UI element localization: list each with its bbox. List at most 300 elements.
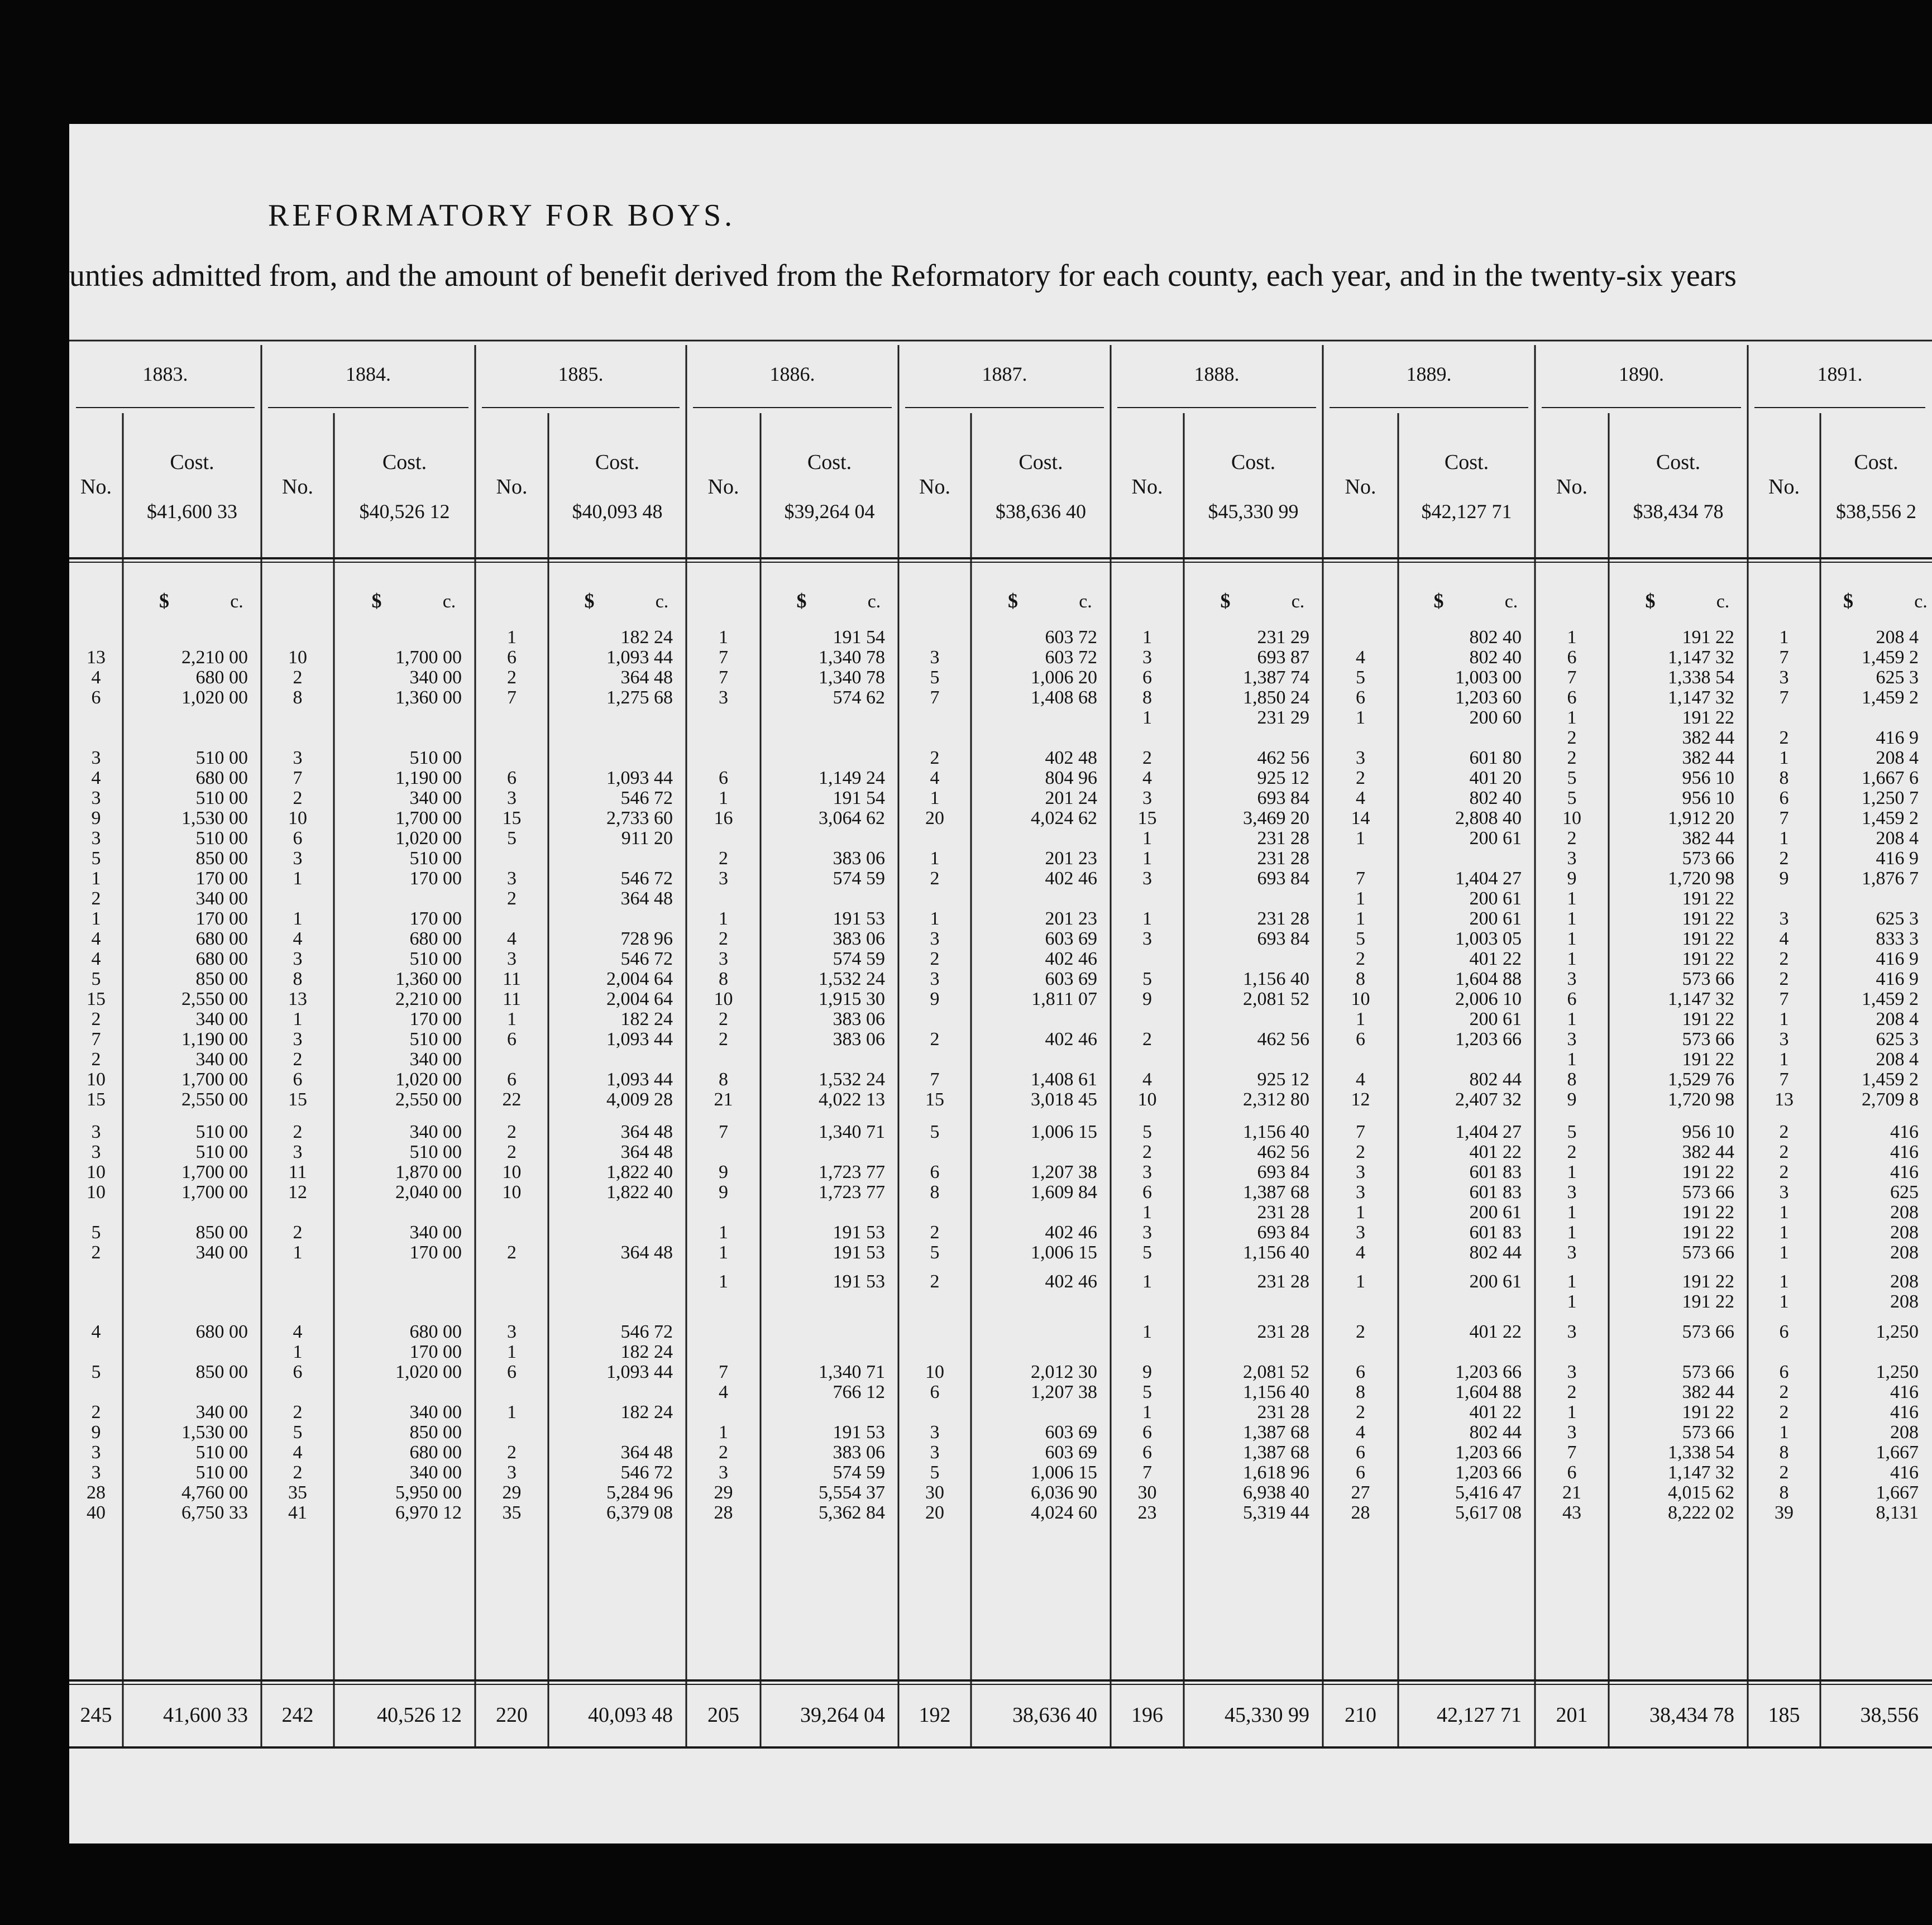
cell-no: 5: [1356, 667, 1365, 688]
cell-cost: 1,003 05: [1455, 928, 1522, 949]
cell-no: 1: [1142, 1202, 1152, 1223]
cell-cost: 462 56: [1257, 1142, 1309, 1162]
cell-no: 3: [1567, 1422, 1577, 1443]
cell-cost: 1,387 68: [1243, 1422, 1309, 1443]
cell-cost: 680 00: [409, 1442, 462, 1463]
cell-no: 10: [288, 808, 307, 829]
cell-cost: 850 00: [195, 969, 248, 989]
cell-no: 29: [502, 1482, 522, 1503]
cell-cost: 191 22: [1682, 1162, 1734, 1182]
cell-no: 2: [719, 928, 728, 949]
cell-no: 2: [1142, 1142, 1152, 1162]
cell-cost: 2,012 30: [1031, 1362, 1097, 1382]
cell-no: 3: [1567, 1321, 1577, 1342]
cell-cost: 191 22: [1682, 1271, 1734, 1292]
cell-no: 2: [507, 1122, 517, 1142]
cents-unit: c.: [442, 591, 456, 612]
cell-cost: 5,554 37: [819, 1482, 885, 1503]
cell-cost: 5,617 08: [1455, 1502, 1522, 1523]
cell-cost: 1,870 00: [395, 1162, 462, 1182]
cell-no: 8: [1356, 1382, 1365, 1402]
cell-no: 4: [293, 1321, 303, 1342]
cell-no: 3: [1779, 1029, 1789, 1050]
cell-cost: 546 72: [620, 949, 673, 969]
cell-cost: 382 44: [1682, 727, 1734, 748]
cell-cost: 2,808 40: [1455, 808, 1522, 829]
cell-cost: 1,720 98: [1668, 868, 1734, 889]
cell-cost: 625 3: [1876, 908, 1919, 929]
cell-no: 3: [1567, 1242, 1577, 1263]
cell-cost: 546 72: [620, 1321, 673, 1342]
cell-cost: 364 48: [620, 1242, 673, 1263]
cell-no: 6: [719, 768, 728, 788]
cell-cost: 1,275 68: [606, 687, 673, 708]
cell-no: 13: [87, 647, 106, 668]
cell-cost: 574 59: [833, 1462, 885, 1483]
cell-no: 4: [1356, 1242, 1365, 1263]
cell-no: 2: [930, 868, 940, 889]
cell-no: 2: [1356, 768, 1365, 788]
cell-no: 9: [1142, 1362, 1152, 1382]
cell-cost: 1,203 66: [1455, 1462, 1522, 1483]
cell-cost: 1,338 54: [1668, 667, 1734, 688]
cell-cost: 1,915 30: [819, 989, 885, 1009]
cell-cost: 4,024 60: [1031, 1502, 1097, 1523]
cell-cost: 573 66: [1682, 1182, 1734, 1203]
cell-cost: 364 48: [620, 888, 673, 909]
cell-no: 15: [288, 1089, 307, 1110]
cell-no: 2: [507, 1242, 517, 1263]
cell-no: 1: [1356, 1271, 1365, 1292]
no-heading: No.: [1345, 475, 1376, 499]
document-page: [69, 124, 1932, 1843]
cell-no: 2: [507, 888, 517, 909]
cell-cost: 402 46: [1045, 949, 1097, 969]
cell-cost: 1,147 32: [1668, 687, 1734, 708]
cell-no: 8: [1142, 687, 1152, 708]
cell-cost: 1,203 60: [1455, 687, 1522, 708]
cell-no: 1: [1567, 949, 1577, 969]
page-subtitle: unties admitted from, and the amount of benefit derived from the Reformatory for each county, each year, and in the twenty-six years: [69, 258, 1737, 293]
cell-cost: 182 24: [620, 1342, 673, 1362]
cell-no: 7: [91, 1029, 101, 1050]
cell-cost: 201 23: [1045, 908, 1097, 929]
total-cost: 38,556: [1860, 1703, 1919, 1727]
cell-no: 7: [719, 1122, 728, 1142]
cell-no: 9: [930, 989, 940, 1009]
cell-cost: 208 4: [1876, 748, 1919, 768]
cell-no: 6: [1779, 1321, 1789, 1342]
cell-no: 1: [1567, 1271, 1577, 1292]
cell-cost: 510 00: [409, 949, 462, 969]
cell-no: 2: [507, 1142, 517, 1162]
cell-no: 1: [719, 1242, 728, 1263]
cell-cost: 231 29: [1257, 627, 1309, 648]
cell-cost: 1,190 00: [181, 1029, 248, 1050]
cell-cost: 850 00: [195, 1362, 248, 1382]
cell-cost: 1,700 00: [181, 1162, 248, 1182]
cell-no: 3: [507, 1321, 517, 1342]
cell-no: 1: [1142, 1402, 1152, 1423]
total-cost: 41,600 33: [163, 1703, 248, 1727]
cell-no: 11: [503, 989, 521, 1009]
year-heading: 1891.: [1817, 363, 1863, 385]
cell-cost: 728 96: [620, 928, 673, 949]
cell-cost: 1,203 66: [1455, 1029, 1522, 1050]
cell-cost: 2,081 52: [1243, 989, 1309, 1009]
cell-cost: 574 59: [833, 868, 885, 889]
cell-cost: 416: [1890, 1402, 1919, 1423]
cell-no: 3: [1779, 1182, 1789, 1203]
cell-no: 6: [1356, 1462, 1365, 1483]
cell-cost: 1,408 68: [1031, 687, 1097, 708]
cell-no: 3: [930, 1442, 940, 1463]
no-heading: No.: [80, 475, 112, 499]
cell-no: 11: [288, 1162, 307, 1182]
cell-no: 3: [1142, 647, 1152, 668]
cell-cost: 6,036 90: [1031, 1482, 1097, 1503]
cell-no: 15: [87, 1089, 106, 1110]
cell-cost: 1,459 2: [1862, 808, 1919, 829]
cell-no: 7: [719, 647, 728, 668]
cell-no: 3: [91, 1142, 101, 1162]
dollar-unit: $: [584, 590, 595, 612]
cell-cost: 1,340 78: [819, 647, 885, 668]
cell-no: 1: [1142, 828, 1152, 849]
cell-cost: 6,938 40: [1243, 1482, 1309, 1503]
cell-no: 35: [502, 1502, 522, 1523]
cell-cost: 1,006 15: [1031, 1462, 1097, 1483]
cell-cost: 2,004 64: [606, 969, 673, 989]
cell-no: 1: [1567, 888, 1577, 909]
cell-no: 1: [1567, 707, 1577, 728]
cell-no: 10: [1137, 1089, 1157, 1110]
dollar-unit: $: [159, 590, 169, 612]
cell-no: 2: [293, 1402, 303, 1423]
cell-cost: 802 40: [1469, 627, 1522, 648]
cell-cost: 1,020 00: [395, 1362, 462, 1382]
cell-cost: 208: [1890, 1222, 1919, 1243]
cell-no: 3: [1567, 969, 1577, 989]
cell-no: 1: [293, 908, 303, 929]
cell-cost: 802 44: [1469, 1422, 1522, 1443]
cell-no: 1: [293, 868, 303, 889]
cell-no: 6: [930, 1382, 940, 1402]
cell-no: 1: [1567, 1162, 1577, 1182]
cell-cost: 693 84: [1257, 928, 1309, 949]
cost-total-heading: $45,330 99: [1208, 500, 1299, 523]
cell-no: 4: [1142, 1069, 1152, 1090]
cell-cost: 1,003 00: [1455, 667, 1522, 688]
cell-cost: 201 24: [1045, 788, 1097, 808]
cell-no: 4: [91, 1321, 101, 1342]
cell-cost: 191 53: [833, 908, 885, 929]
cell-no: 2: [1567, 828, 1577, 849]
cell-cost: 1,250: [1876, 1362, 1919, 1382]
cell-cost: 510 00: [195, 1142, 248, 1162]
cell-cost: 191 22: [1682, 908, 1734, 929]
cell-no: 1: [719, 908, 728, 929]
no-heading: No.: [707, 475, 739, 499]
cell-cost: 383 06: [833, 848, 885, 869]
cell-cost: 510 00: [195, 1462, 248, 1483]
year-heading: 1888.: [1194, 363, 1240, 385]
cell-cost: 402 46: [1045, 1222, 1097, 1243]
cell-cost: 191 22: [1682, 949, 1734, 969]
cell-cost: 802 44: [1469, 1242, 1522, 1263]
cell-no: 1: [1779, 627, 1789, 648]
cell-cost: 1,156 40: [1243, 969, 1309, 989]
cell-no: 3: [293, 748, 303, 768]
cell-cost: 1,459 2: [1862, 1069, 1919, 1090]
cell-cost: 401 22: [1469, 949, 1522, 969]
cell-no: 2: [293, 1049, 303, 1070]
cell-cost: 1,700 00: [181, 1182, 248, 1203]
cell-cost: 383 06: [833, 1442, 885, 1463]
cell-cost: 340 00: [195, 1009, 248, 1029]
cell-cost: 5,362 84: [819, 1502, 885, 1523]
ledger-table: [69, 124, 1932, 1843]
cell-cost: 1,207 38: [1031, 1162, 1097, 1182]
cell-no: 2: [719, 848, 728, 869]
cell-cost: 1,912 20: [1668, 808, 1734, 829]
cell-cost: 416: [1890, 1142, 1919, 1162]
cell-cost: 191 53: [833, 1271, 885, 1292]
cell-no: 8: [719, 969, 728, 989]
cell-cost: 1,604 88: [1455, 1382, 1522, 1402]
cell-no: 1: [293, 1342, 303, 1362]
cell-no: 7: [719, 1362, 728, 1382]
cell-no: 15: [1137, 808, 1157, 829]
cell-cost: 1,667: [1876, 1442, 1919, 1463]
cell-no: 4: [1779, 928, 1789, 949]
cell-no: 1: [91, 868, 101, 889]
cell-cost: 680 00: [195, 1321, 248, 1342]
cell-no: 3: [1142, 928, 1152, 949]
cell-cost: 1,667 6: [1862, 768, 1919, 788]
year-heading: 1890.: [1619, 363, 1664, 385]
cell-cost: 191 22: [1682, 888, 1734, 909]
cell-no: 2: [719, 1442, 728, 1463]
cell-cost: 510 00: [195, 1122, 248, 1142]
cell-no: 4: [719, 1382, 728, 1402]
cell-no: 7: [1779, 647, 1789, 668]
cell-no: 3: [1356, 1222, 1365, 1243]
cell-cost: 680 00: [195, 928, 248, 949]
cell-cost: 6,970 12: [395, 1502, 462, 1523]
cell-cost: 231 28: [1257, 908, 1309, 929]
cell-no: 3: [507, 1462, 517, 1483]
cell-cost: 510 00: [409, 848, 462, 869]
cell-no: 1: [1142, 1321, 1152, 1342]
no-heading: No.: [919, 475, 950, 499]
cost-total-heading: $40,093 48: [572, 500, 663, 523]
cell-cost: 510 00: [195, 748, 248, 768]
cell-no: 9: [1567, 868, 1577, 889]
cell-cost: 2,709 8: [1862, 1089, 1919, 1110]
cell-no: 3: [91, 828, 101, 849]
cell-cost: 510 00: [409, 748, 462, 768]
cell-cost: 573 66: [1682, 969, 1734, 989]
cell-no: 12: [288, 1182, 307, 1203]
cell-cost: 5,416 47: [1455, 1482, 1522, 1503]
cell-no: 2: [930, 1029, 940, 1050]
cell-cost: 231 28: [1257, 1402, 1309, 1423]
cell-no: 6: [1142, 667, 1152, 688]
cell-cost: 170 00: [409, 1342, 462, 1362]
cost-total-heading: $39,264 04: [784, 500, 875, 523]
cell-no: 5: [1142, 1242, 1152, 1263]
cell-cost: 1,147 32: [1668, 647, 1734, 668]
cell-cost: 208: [1890, 1202, 1919, 1223]
cell-no: 9: [1142, 989, 1152, 1009]
cell-no: 7: [1779, 808, 1789, 829]
cell-cost: 340 00: [409, 1402, 462, 1423]
cell-no: 4: [91, 768, 101, 788]
cell-no: 43: [1562, 1502, 1581, 1523]
cell-no: 11: [503, 969, 521, 989]
cell-no: 4: [293, 1442, 303, 1463]
cell-no: 2: [719, 1009, 728, 1029]
cell-cost: 1,006 20: [1031, 667, 1097, 688]
cell-cost: 833 3: [1876, 928, 1919, 949]
cell-cost: 200 61: [1469, 1202, 1522, 1223]
cell-no: 1: [1779, 1222, 1789, 1243]
cell-no: 3: [91, 748, 101, 768]
cell-no: 1: [1779, 1009, 1789, 1029]
cell-cost: 5,284 96: [606, 1482, 673, 1503]
cell-no: 1: [719, 788, 728, 808]
cell-cost: 850 00: [195, 1222, 248, 1243]
total-no: 185: [1768, 1703, 1800, 1727]
cell-no: 6: [293, 828, 303, 849]
cell-cost: 200 61: [1469, 828, 1522, 849]
cell-no: 3: [293, 848, 303, 869]
cell-no: 4: [91, 667, 101, 688]
cell-no: 10: [87, 1162, 106, 1182]
cell-no: 3: [1779, 908, 1789, 929]
cell-cost: 693 84: [1257, 788, 1309, 808]
cell-no: 1: [1142, 707, 1152, 728]
cell-cost: 1,093 44: [606, 1029, 673, 1050]
cell-no: 2: [1779, 1162, 1789, 1182]
total-no: 242: [281, 1703, 314, 1727]
cell-no: 5: [1142, 1382, 1152, 1402]
cell-cost: 956 10: [1682, 768, 1734, 788]
cell-no: 9: [719, 1162, 728, 1182]
cell-no: 27: [1351, 1482, 1370, 1503]
cell-no: 21: [714, 1089, 733, 1110]
cell-cost: 1,700 00: [395, 808, 462, 829]
cell-no: 6: [507, 1069, 517, 1090]
total-no: 245: [80, 1703, 112, 1727]
cell-no: 3: [1142, 788, 1152, 808]
cell-cost: 200 60: [1469, 707, 1522, 728]
cell-no: 8: [1779, 1482, 1789, 1503]
cell-no: 8: [1567, 1069, 1577, 1090]
cell-cost: 1,404 27: [1455, 868, 1522, 889]
cell-cost: 5,950 00: [395, 1482, 462, 1503]
cell-no: 1: [1567, 627, 1577, 648]
cell-no: 3: [507, 788, 517, 808]
cell-cost: 603 69: [1045, 928, 1097, 949]
cell-cost: 925 12: [1257, 1069, 1309, 1090]
cell-no: 1: [1567, 908, 1577, 929]
cell-cost: 1,700 00: [181, 1069, 248, 1090]
cell-no: 6: [1567, 989, 1577, 1009]
cell-cost: 625 3: [1876, 667, 1919, 688]
cell-cost: 4,022 13: [819, 1089, 885, 1110]
cell-cost: 208: [1890, 1422, 1919, 1443]
cell-cost: 382 44: [1682, 1382, 1734, 1402]
cell-no: 1: [1567, 928, 1577, 949]
cell-cost: 8,131: [1876, 1502, 1919, 1523]
cell-no: 22: [502, 1089, 522, 1110]
total-no: 201: [1556, 1703, 1588, 1727]
cell-cost: 510 00: [409, 1029, 462, 1050]
cell-cost: 340 00: [409, 1049, 462, 1070]
cell-no: 16: [714, 808, 733, 829]
cell-no: 6: [1142, 1182, 1152, 1203]
cell-no: 1: [1779, 1271, 1789, 1292]
cell-no: 2: [91, 1049, 101, 1070]
cell-cost: 680 00: [195, 949, 248, 969]
total-cost: 45,330 99: [1225, 1703, 1309, 1727]
cost-heading: Cost.: [382, 451, 427, 474]
cell-cost: 573 66: [1682, 1422, 1734, 1443]
cell-cost: 231 29: [1257, 707, 1309, 728]
cell-cost: 340 00: [409, 667, 462, 688]
cell-cost: 625 3: [1876, 1029, 1919, 1050]
cell-no: 6: [1142, 1422, 1152, 1443]
cell-no: 5: [930, 667, 940, 688]
cell-cost: 802 44: [1469, 1069, 1522, 1090]
cell-cost: 182 24: [620, 1009, 673, 1029]
cell-no: 6: [507, 647, 517, 668]
cell-cost: 1,020 00: [395, 1069, 462, 1090]
cell-no: 3: [719, 868, 728, 889]
cost-total-heading: $41,600 33: [147, 500, 237, 523]
cell-cost: 1,822 40: [606, 1162, 673, 1182]
cell-cost: 340 00: [409, 1462, 462, 1483]
cell-cost: 2,550 00: [181, 1089, 248, 1110]
cell-no: 2: [930, 748, 940, 768]
cell-cost: 1,387 74: [1243, 667, 1309, 688]
cell-cost: 850 00: [195, 848, 248, 869]
cell-no: 13: [1775, 1089, 1794, 1110]
cell-cost: 402 48: [1045, 748, 1097, 768]
cell-no: 8: [1779, 768, 1789, 788]
cell-no: 2: [91, 1009, 101, 1029]
cell-no: 3: [719, 1462, 728, 1483]
cell-no: 7: [507, 687, 517, 708]
cell-no: 14: [1351, 808, 1370, 829]
cell-no: 3: [719, 949, 728, 969]
cell-cost: 382 44: [1682, 828, 1734, 849]
cell-no: 15: [87, 989, 106, 1009]
cell-cost: 200 61: [1469, 888, 1522, 909]
cell-no: 7: [719, 667, 728, 688]
cell-cost: 1,006 15: [1031, 1242, 1097, 1263]
cell-cost: 170 00: [409, 908, 462, 929]
cell-no: 3: [91, 1122, 101, 1142]
cell-cost: 402 46: [1045, 868, 1097, 889]
cell-cost: 340 00: [409, 1122, 462, 1142]
cell-no: 1: [1356, 888, 1365, 909]
cents-unit: c.: [867, 591, 881, 612]
cell-cost: 680 00: [195, 667, 248, 688]
cell-cost: 340 00: [409, 1222, 462, 1243]
